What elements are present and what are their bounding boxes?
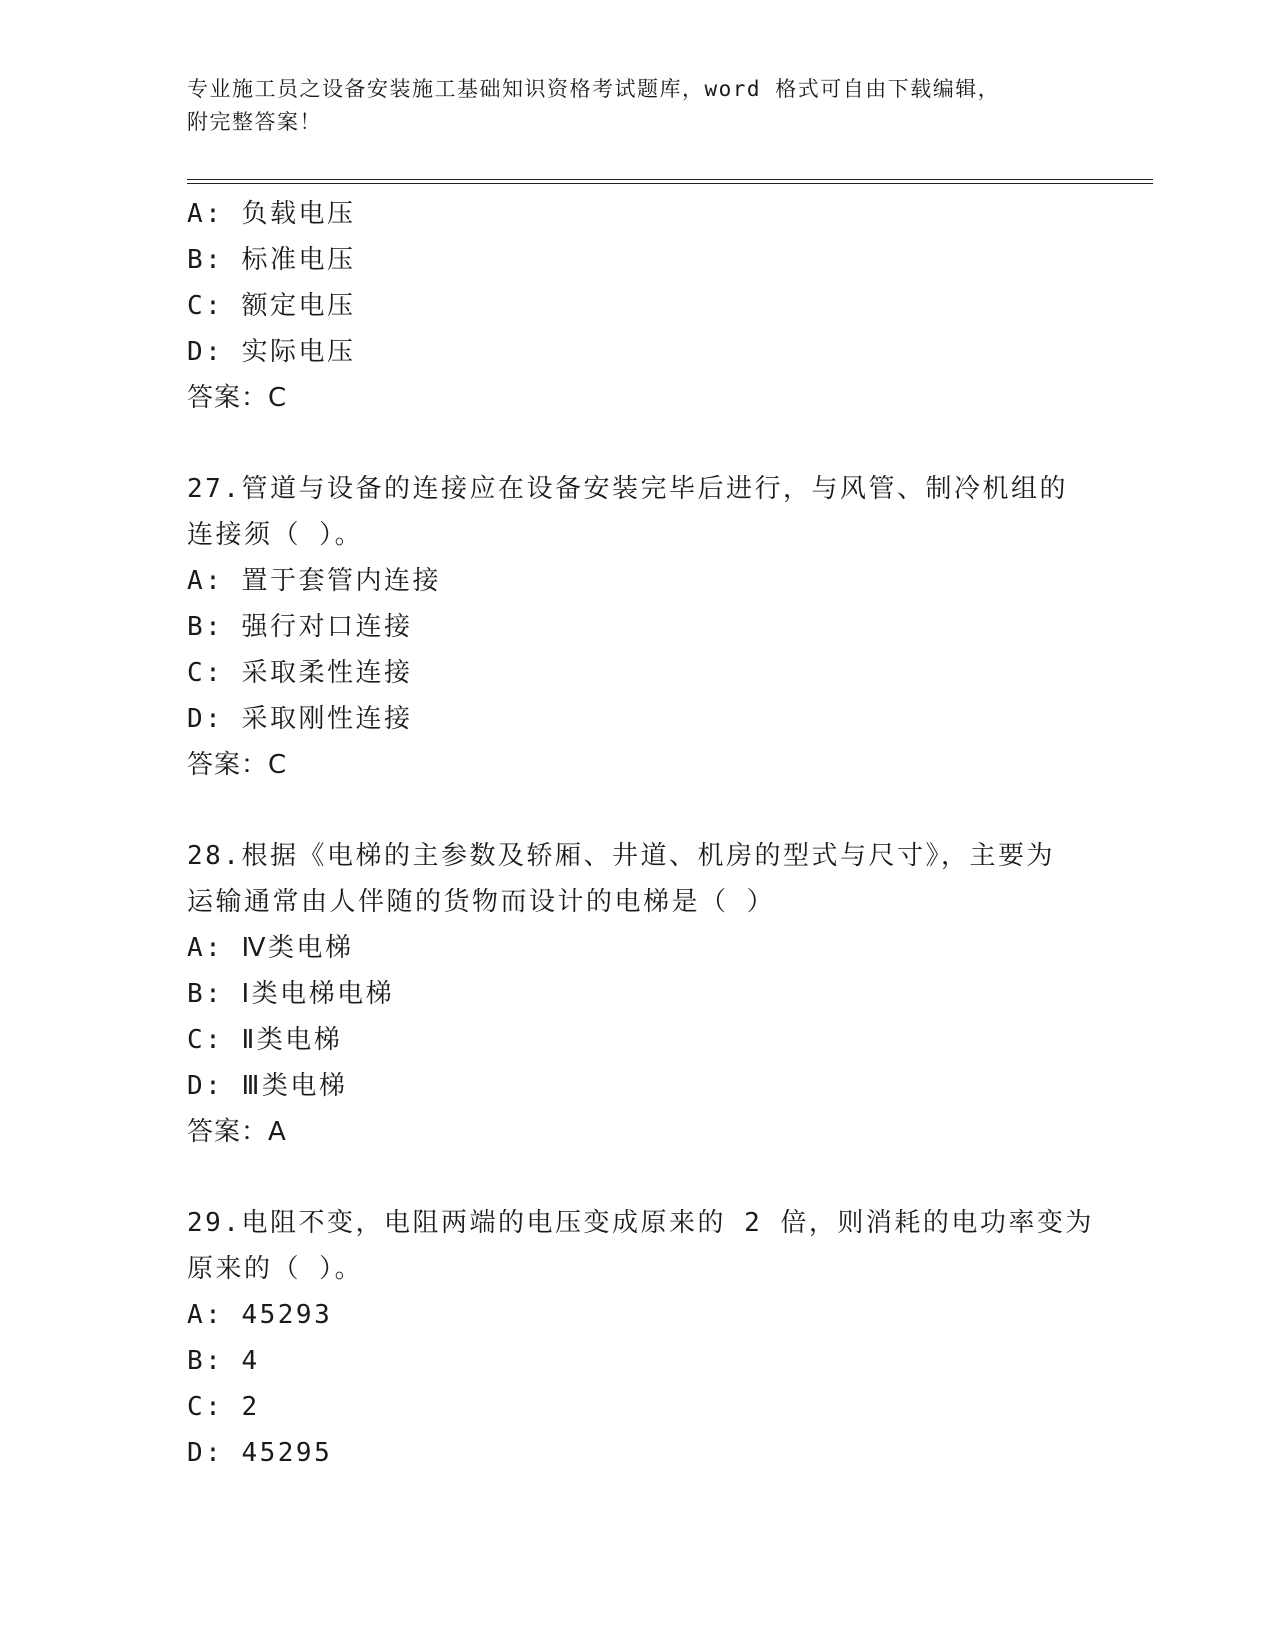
option-d: D: 采取刚性连接 [187, 704, 413, 734]
option-c: C: 额定电压 [187, 291, 356, 321]
header-line-1: 专业施工员之设备安装施工基础知识资格考试题库，word 格式可自由下载编辑， [187, 77, 1001, 101]
option-a: A: 置于套管内连接 [187, 566, 441, 596]
question-29 [187, 1200, 1094, 1476]
question-28 [187, 833, 1087, 1155]
option-a: A: 负载电压 [187, 199, 356, 229]
option-b: B: 强行对口连接 [187, 612, 413, 642]
question-text-line-2: 连接须（ ）。 [187, 520, 364, 550]
option-c: C: 2 [187, 1392, 260, 1422]
option-c: C: 采取柔性连接 [187, 658, 413, 688]
question-text-line-1: 29.电阻不变，电阻两端的电压变成原来的 2 倍，则消耗的电功率变为 [187, 1208, 1094, 1238]
answer-line: 答案：C [187, 383, 288, 413]
question-27 [187, 466, 1087, 788]
option-b: B: Ⅰ类电梯电梯 [187, 979, 395, 1009]
option-c: C: Ⅱ类电梯 [187, 1025, 343, 1055]
question-text-line-1: 28.根据《电梯的主参数及轿厢、井道、机房的型式与尺寸》，主要为 [187, 841, 1055, 871]
answer-line: 答案：C [187, 750, 288, 780]
option-a: A: 45293 [187, 1300, 333, 1330]
option-d: D: 45295 [187, 1438, 333, 1468]
option-b: B: 标准电压 [187, 245, 356, 275]
question-text-line-1: 27.管道与设备的连接应在设备安装完毕后进行，与风管、制冷机组的 [187, 474, 1068, 504]
option-a: A: Ⅳ类电梯 [187, 933, 354, 963]
document-header [187, 73, 1087, 139]
question-text-line-2: 原来的（ ）。 [187, 1254, 364, 1284]
question-text-line-2: 运输通常由人伴随的货物而设计的电梯是（ ） [187, 887, 776, 917]
header-divider-top [187, 179, 1153, 180]
question-26-options [187, 191, 1087, 421]
option-d: D: 实际电压 [187, 337, 356, 367]
question-list [187, 191, 1094, 1476]
answer-line: 答案：A [187, 1117, 287, 1147]
header-line-2: 附完整答案！ [187, 110, 322, 134]
option-d: D: Ⅲ类电梯 [187, 1071, 348, 1101]
option-b: B: 4 [187, 1346, 260, 1376]
header-divider-bottom [187, 183, 1153, 184]
